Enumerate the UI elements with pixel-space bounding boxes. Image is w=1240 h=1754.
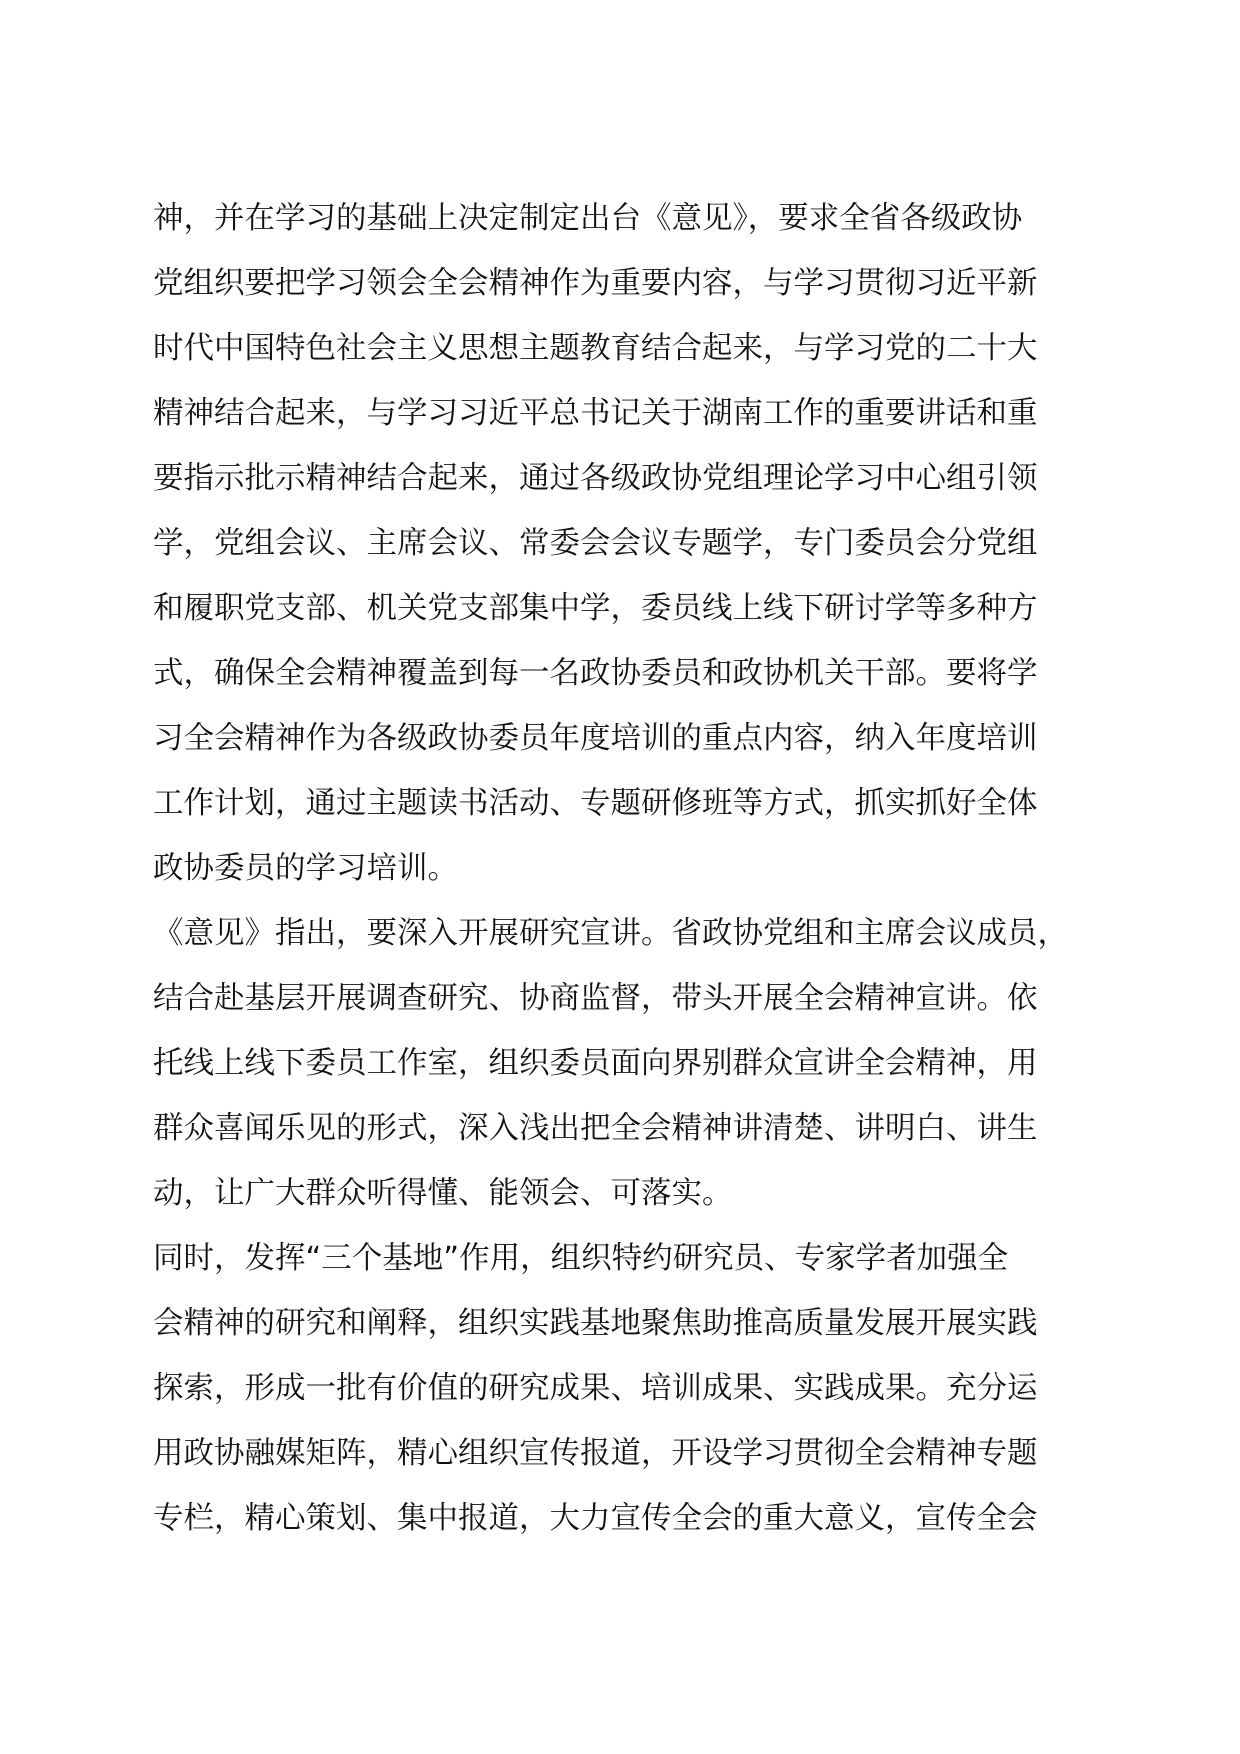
text-line: 党组织要把学习领会全会精神作为重要内容，与学习贯彻习近平新 xyxy=(153,266,1038,301)
text-line: 托线上线下委员工作室，组织委员面向界别群众宣讲全会精神，用 xyxy=(153,1046,1038,1081)
text-line: 时代中国特色社会主义思想主题教育结合起来，与学习党的二十大 xyxy=(153,331,1038,366)
text-line: 结合赴基层开展调查研究、协商监督，带头开展全会精神宣讲。依 xyxy=(153,981,1038,1016)
text-line: 精神结合起来，与学习习近平总书记关于湖南工作的重要讲话和重 xyxy=(153,396,1038,431)
text-line: 习全会精神作为各级政协委员年度培训的重点内容，纳入年度培训 xyxy=(153,721,1038,756)
text-line: 和履职党支部、机关党支部集中学，委员线上线下研讨学等多种方 xyxy=(153,591,1038,626)
text-line: 会精神的研究和阐释，组织实践基地聚焦助推高质量发展开展实践 xyxy=(153,1306,1038,1341)
text-line: 用政协融媒矩阵，精心组织宣传报道，开设学习贯彻全会精神专题 xyxy=(153,1436,1038,1471)
text-line: 工作计划，通过主题读书活动、专题研修班等方式，抓实抓好全体 xyxy=(153,786,1038,821)
text-line: 群众喜闻乐见的形式，深入浅出把全会精神讲清楚、讲明白、讲生 xyxy=(153,1111,1038,1146)
text-line: 神，并在学习的基础上决定制定出台《意见》，要求全省各级政协 xyxy=(153,201,1023,236)
text-line: 式，确保全会精神覆盖到每一名政协委员和政协机关干部。要将学 xyxy=(153,656,1038,691)
body-text xyxy=(153,186,1093,1551)
text-line: 专栏，精心策划、集中报道，大力宣传全会的重大意义，宣传全会 xyxy=(153,1501,1038,1536)
text-line: 政协委员的学习培训。 xyxy=(153,851,458,886)
text-line: 动，让广大群众听得懂、能领会、可落实。 xyxy=(153,1176,733,1211)
text-line: 学，党组会议、主席会议、常委会会议专题学，专门委员会分党组 xyxy=(153,526,1038,561)
text-line: 《意见》指出，要深入开展研究宣讲。省政协党组和主席会议成员， xyxy=(153,916,1068,951)
text-line: 同时，发挥“三个基地”作用，组织特约研究员、专家学者加强全 xyxy=(153,1241,1009,1276)
text-line: 探索，形成一批有价值的研究成果、培训成果、实践成果。充分运 xyxy=(153,1371,1038,1406)
text-line: 要指示批示精神结合起来，通过各级政协党组理论学习中心组引领 xyxy=(153,461,1038,496)
